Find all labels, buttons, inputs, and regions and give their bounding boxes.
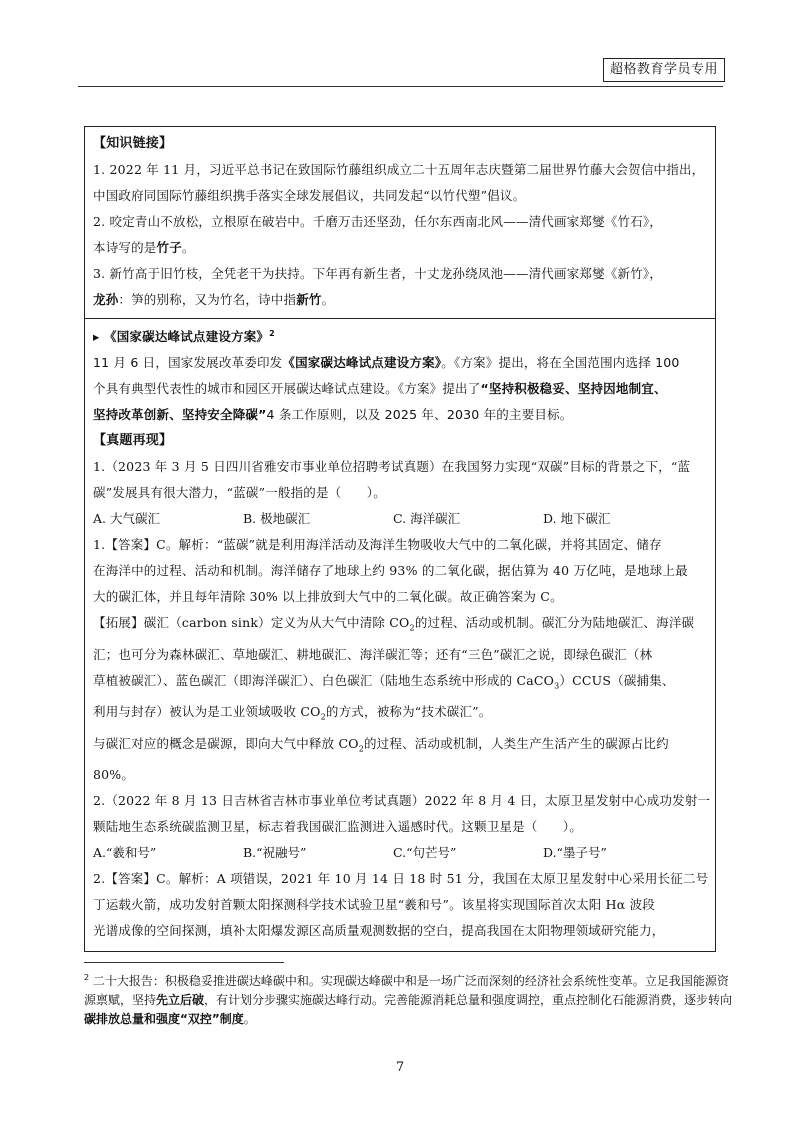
- knowledge-item2-line1: 2. 咬定青山不放松，立根原在破岩中。千磨万击还坚劲，任尔东西南北风——清代画家郑燮《竹石》，: [93, 214, 663, 229]
- plan-para-line1: [85, 350, 715, 376]
- a1-line3: 大的碳汇体，并且每年清除 30% 以上排放到大气中的二氧化碳。故正确答案为 C。: [93, 589, 563, 605]
- emphasis: 先立后破: [156, 993, 205, 1007]
- a1-line1: 1.【答案】C。解析：“蓝碳”就是利用海洋活动及海洋生物吸收大气中的二氧化碳，并将其固定、储存: [93, 537, 662, 553]
- text: ）CCUS（碳捕集、: [559, 672, 675, 688]
- text: 4 条工作原则，以及 2025 年、2030 年的主要目标。: [266, 407, 573, 423]
- footnote-ref: 2: [269, 329, 275, 338]
- a2-line3: 光谱成像的空间探测，填补太阳爆发源区高质量观测数据的空白，提高我国在太阳物理领域研究能力，: [93, 923, 665, 939]
- knowledge-box: [84, 126, 716, 319]
- knowledge-item1-line1: 1. 2022 年 11 月，习近平总书记在致国际竹藤组织成立二十五周年志庆暨第二届世界竹藤大会贺信中指出，: [93, 162, 705, 177]
- text: 草植被碳汇）、蓝色碳汇（即海洋碳汇）、白色碳汇（陆地生态系统中形成的 CaCO: [93, 672, 555, 688]
- text: 二十大报告：积极稳妥推进碳达峰碳中和。实现碳达峰碳中和是一场广泛而深刻的经济社会系统性变革。立足我国能源资: [92, 974, 729, 988]
- ext-line4: [85, 699, 715, 731]
- q1-options: [85, 506, 715, 532]
- ext-line3: [85, 668, 715, 700]
- q1-option-b: B. 极地碳汇: [243, 511, 311, 527]
- footnote-line3: [84, 1010, 724, 1029]
- text: 。: [243, 1012, 256, 1026]
- q1-line1: 1.（2023 年 3 月 5 日四川省雅安市事业单位招聘考试真题）在我国努力实现“双碳”目标的背景之下，“蓝: [93, 459, 691, 475]
- source-line1: [85, 731, 715, 763]
- footnote-line2: [84, 991, 733, 1010]
- text: 11 月 6 日，国家发展改革委印发: [93, 355, 283, 371]
- subscript: 2: [320, 712, 326, 722]
- ext-line1: [85, 610, 715, 642]
- emphasis: 碳排放总量和强度“双控”制度: [84, 1012, 244, 1026]
- a1-line2: 在海洋中的过程、活动和机制。海洋储存了地球上约 93% 的二氧化碳，据估算为 40 万亿吨，是地球上最: [93, 563, 688, 579]
- footnote-rule: [84, 962, 284, 963]
- knowledge-item1-line2: 中国政府同国际竹藤组织携手落实全球发展倡议，共同发起“以竹代塑”倡议。: [93, 188, 526, 203]
- q1-option-c: C. 海洋碳汇: [393, 511, 461, 527]
- text: 与碳汇对应的概念是碳源，即向大气中释放 CO: [93, 735, 359, 751]
- principles: “坚持积极稳妥、坚持因地制宜、: [480, 381, 667, 397]
- q2-option-b: B.“祝融号”: [243, 845, 307, 861]
- text: ：笋的别称，又为竹名，诗中指: [118, 292, 297, 307]
- knowledge-heading: 【知识链接】: [93, 136, 173, 151]
- q1-line2: 碳”发展具有很大潜力，“蓝碳”一般指的是（ ）。: [93, 485, 386, 501]
- subscript: 3: [554, 681, 560, 691]
- q2-option-d: D.“墨子号”: [543, 845, 607, 861]
- plan-para-line3: [85, 402, 715, 428]
- text: 。《方案》提出，将在全国范围内选择 100: [441, 355, 680, 371]
- text: ，有计划分步骤实施碳达峰行动。完善能源消耗总量和强度调控，重点控制化石能源消费，逐步转向: [204, 993, 733, 1007]
- footnote: [84, 968, 733, 1029]
- real-heading: 【真题再现】: [93, 433, 173, 449]
- knowledge-item2-line2: [85, 235, 715, 261]
- q2-line2: 颗陆地生态系统碳监测卫星，标志着我国碳汇监测进入遥感时代。这颗卫星是（ ）。: [93, 819, 583, 835]
- text: 的过程、活动或机制，人类生产生活产生的碳源占比约: [363, 735, 669, 751]
- a2-line2: 丁运载火箭，成功发射首颗太阳探测科学技术试验卫星“羲和号”。该星将实现国际首次太阳 Hα 波段: [93, 897, 655, 913]
- q1-option-d: D. 地下碳汇: [543, 511, 611, 527]
- term-longsun: 龙孙: [93, 292, 119, 307]
- a2-line1: 2.【答案】C。解析：A 项错误，2021 年 10 月 14 日 18 时 51 分，我国在太原卫星发射中心采用长征二号: [93, 871, 709, 887]
- plan-para-line2: [85, 376, 715, 402]
- text: 利用与封存）被认为是工业领域吸收 CO: [93, 704, 321, 720]
- text: 。: [181, 240, 195, 255]
- answer-new-bamboo: 新竹: [296, 292, 322, 307]
- q1-option-a: A. 大气碳汇: [93, 511, 160, 527]
- text: 的方式，被称为“技术碳汇”。: [325, 704, 492, 720]
- text: 。: [321, 292, 335, 307]
- main-box: [84, 319, 716, 952]
- text: 的过程、活动或机制。碳汇分为陆地碳汇、海洋碳: [414, 615, 695, 631]
- text: 个具有典型代表性的城市和园区开展碳达峰试点建设。《方案》提出了: [93, 381, 481, 397]
- footnote-number: 2: [84, 973, 90, 982]
- plan-title: [85, 321, 715, 350]
- header-rule: [78, 86, 723, 87]
- knowledge-item3-line2: [85, 287, 715, 313]
- page-number: 7: [395, 1060, 405, 1075]
- subscript: 2: [358, 744, 364, 754]
- plan-title-text: ▸ 《国家碳达峰试点建设方案》: [93, 329, 270, 345]
- header-tag: 超格教育学员专用: [603, 58, 725, 82]
- source-line2: 80%。: [93, 767, 135, 783]
- text: 本诗写的是: [93, 240, 157, 255]
- q2-option-a: A.“羲和号”: [93, 845, 157, 861]
- q2-option-c: C.“句芒号”: [393, 845, 457, 861]
- principles: 坚持改革创新、坚持安全降碳”: [93, 407, 267, 423]
- text: 【拓展】碳汇（carbon sink）定义为从大气中清除 CO: [93, 615, 410, 631]
- footnote-line1: [84, 968, 729, 991]
- plan-name: 《国家碳达峰试点建设方案》: [282, 355, 442, 371]
- text: 源禀赋，坚持: [84, 993, 157, 1007]
- knowledge-item3-line1: 3. 新竹高于旧竹枝，全凭老干为扶持。下年再有新生者，十丈龙孙绕凤池——清代画家郑燮《新竹》，: [93, 266, 663, 281]
- q2-line1: 2.（2022 年 8 月 13 日吉林省吉林市事业单位考试真题）2022 年 8 月 4 日，太原卫星发射中心成功发射一: [93, 793, 711, 809]
- answer-bamboo: 竹子: [156, 240, 182, 255]
- q2-options: [85, 840, 715, 866]
- ext-line2: 汇；也可分为森林碳汇、草地碳汇、耕地碳汇、海洋碳汇等；还有“三色”碳汇之说，即绿色碳汇（林: [93, 646, 653, 662]
- subscript: 2: [409, 623, 415, 633]
